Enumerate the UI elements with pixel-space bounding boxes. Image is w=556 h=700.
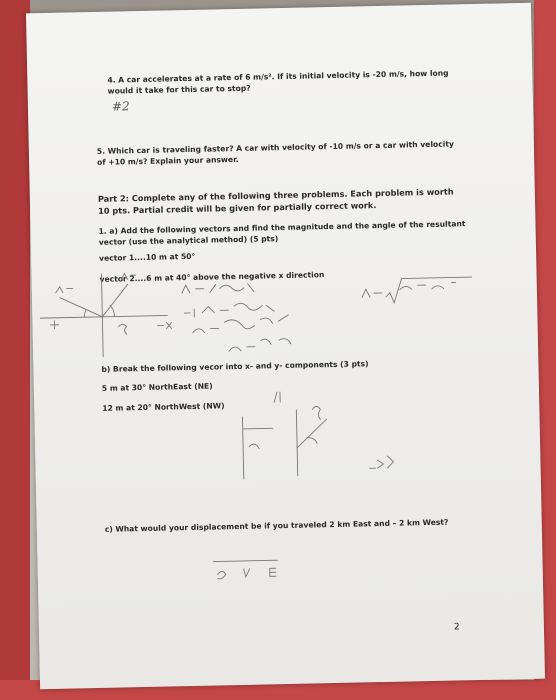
q4-handwritten-note: #2 [111, 99, 130, 114]
q4-text-line2: would it take for this car to stop? [107, 83, 251, 96]
vector-1-text: vector 1....10 m at 50° [99, 251, 196, 263]
sketch-angle-arc-1 [110, 306, 114, 317]
part2-heading-line2: 10 pts. Partial credit will be given for partially correct work. [98, 200, 377, 216]
sketch-equation-2 [184, 303, 274, 317]
sketch-x-label [157, 322, 171, 328]
sketch-label-2 [244, 569, 250, 577]
sketch-label-0 [218, 571, 226, 579]
p1b-text: b) Break the following vecor into x- and y- components (3 pts) [101, 359, 369, 374]
sketch-equation-1 [182, 284, 254, 294]
sketch-label-6 [50, 321, 58, 329]
red-binder-left [0, 0, 30, 700]
vector-2-text: vector 2....6 m at 40° above the negative x direction [99, 270, 325, 284]
sketch-label-n2 [56, 286, 73, 292]
pencil-sketch [26, 3, 545, 689]
sketch-number-line [213, 560, 277, 561]
q5-text-line1: 5. Which car is traveling faster? A car with velocity of -10 m/s or a car with velocity [96, 139, 454, 156]
sketch-arrow-e [369, 456, 393, 468]
q5-text-line2: of +10 m/s? Explain your answer. [97, 154, 239, 167]
sketch-vector-1 [102, 284, 129, 317]
sketch-y-axis [101, 274, 103, 357]
sketch-nw-line [243, 428, 273, 429]
sketch-vector-2 [60, 297, 102, 318]
sketch-resultant-terms [400, 282, 456, 289]
p1c-text: c) What would your displacement be if you traveled 2 km East and – 2 km West? [104, 517, 449, 534]
sketch-label-50 [119, 324, 127, 334]
sketch-ne-axis [296, 410, 297, 476]
worksheet-page [26, 3, 545, 689]
sketch-angle-arc-2 [84, 309, 86, 317]
sketch-equation-4 [229, 339, 291, 352]
sketch-nw-angle [249, 444, 259, 449]
part2-heading-line1: Part 2: Complete any of the following three problems. Each problem is worth [97, 186, 454, 204]
item-ne-text: 5 m at 30° NorthEast (NE) [101, 381, 213, 393]
sketch-ne-vector [297, 419, 328, 448]
sketch-label-e [270, 568, 276, 576]
sketch-pencil-mark [274, 392, 280, 402]
page-number: 2 [453, 622, 460, 633]
q4-text-line1: 4. A car accelerates at a rate of 6 m/s². If its initial velocity is -20 m/s, how long [107, 68, 449, 85]
p1a-text-line1: 1. a) Add the following vectors and find the magnitude and the angle of the resultant [98, 219, 466, 236]
sketch-x-axis [40, 315, 167, 318]
sketch-resultant-formula [362, 277, 472, 303]
sketch-nw-axis [242, 417, 243, 479]
sketch-ne-label-5 [312, 406, 320, 419]
item-nw-text: 12 m at 20° NorthWest (NW) [102, 401, 225, 413]
sketch-ne-angle [307, 437, 317, 443]
sketch-label-n1 [121, 273, 135, 279]
sketch-equation-3 [192, 315, 288, 333]
p1a-text-line2: vector (use the analytical method) (5 pts) [98, 234, 279, 247]
